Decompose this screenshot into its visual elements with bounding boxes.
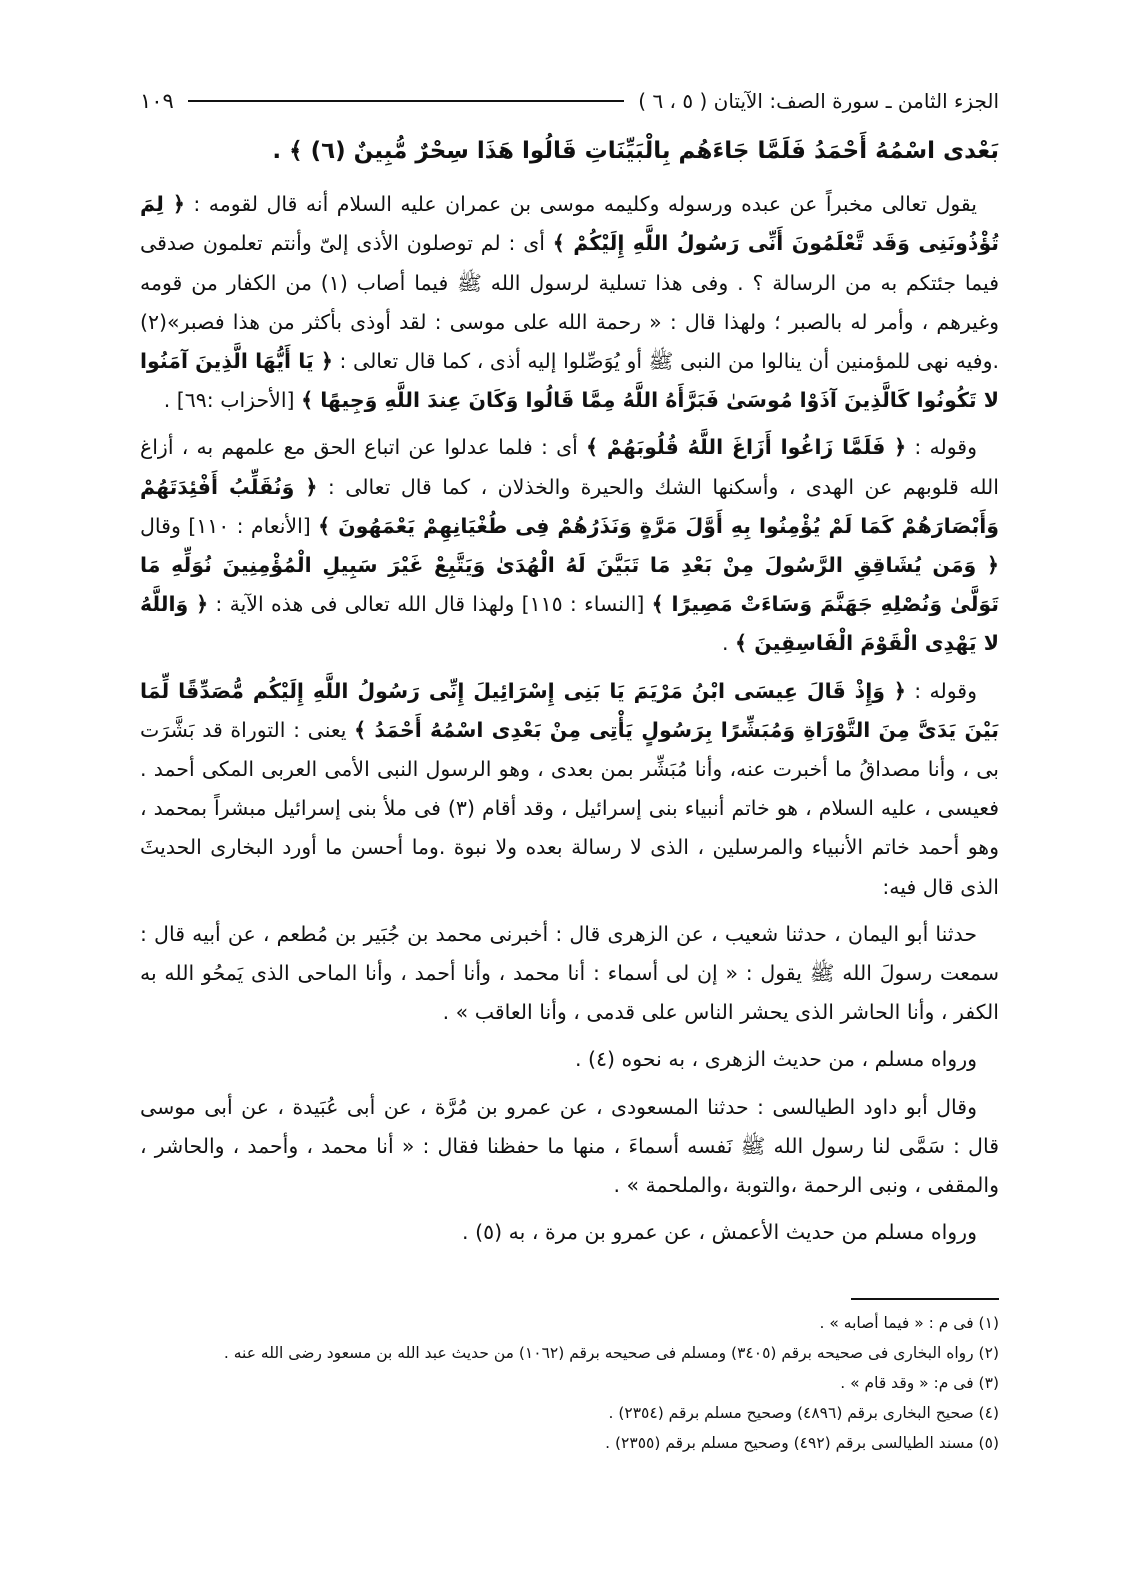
paragraph-text: وقال أبو داود الطيالسى : حدثنا المسعودى ، عن عمرو بن مُرَّة ، عن أبى عُبَيدة ، عن أبى موسى قال : سَمَّى لنا رسول الله ﷺ نَفسه أسماءَ ، منها ما حفظنا فقال : « أنا محمد ، وأحمد ، والحاشر ، والمقفى ، ونبى الرحمة ،والتوبة ،والملحمة » .	[140, 1094, 999, 1198]
running-title: الجزء الثامن ـ سورة الصف: الآيتان ( ٥ ، ٦ )	[638, 89, 999, 113]
quran-quote: ﴿ وَإِذْ قَالَ عِيسَى ابْنُ مَرْيَمَ يَا بَنِى إِسْرَائِيلَ إِنِّى رَسُولُ اللَّهِ إِلَيْكُم مُّصَدِّقًا لِّمَا بَيْنَ يَدَىَّ مِنَ التَّوْرَاةِ وَمُبَشِّرًا بِرَسُولٍ يَأْتِى مِنْ بَعْدِى اسْمُهُ أَحْمَدُ ﴾	[140, 678, 1000, 742]
footnote: (٤) صحيح البخارى برقم (٤٨٩٦) وصحيح مسلم برقم (٢٣٥٤) .	[608, 1404, 999, 1422]
quran-quote: ﴿ وَاللَّهُ لا يَهْدِى الْقَوْمَ الْفَاسِقِينَ ﴾	[140, 592, 999, 656]
body-text	[140, 132, 999, 1260]
footnote-rule	[851, 1298, 999, 1300]
page-number: ١٠٩	[140, 89, 174, 113]
footnote: (١) فى م : « فيما أصابه » .	[819, 1314, 999, 1332]
paragraph	[140, 915, 999, 1033]
paragraph	[140, 185, 999, 420]
paragraph-text: وقوله :	[905, 678, 977, 703]
quran-quote: ﴿ لِمَ تُؤْذُونَنِى وَقَد تَّعْلَمُونَ أَنِّى رَسُولُ اللَّهِ إِلَيْكُمْ ﴾	[140, 192, 999, 256]
footnote: (٣) فى م: « وقد قام » .	[840, 1374, 999, 1392]
paragraph-text: [الأحزاب :٦٩] .	[163, 388, 302, 413]
page-header	[140, 84, 999, 118]
paragraph-text: يعنى : التوراة قد بَشَّرَت بى ، وأنا مصداقُ ما أخبرت عنه، وأنا مُبَشِّر بمن بعدى ، وهو الرسول النبى الأمى العربى المكى أحمد . فعيسى ، عليه السلام ، هو خاتم أنبياء بنى إسرائيل ، وقد أقام (٣) فى ملأ بنى إسرائيل مبشراً بمحمد ، وهو أحمد خاتم الأنبياء والمرسلين ، الذى لا رسالة بعده ولا نبوة .وما أحسن ما أورد البخارى الحديثَ الذى قال فيه:	[140, 717, 999, 899]
paragraph-text: حدثنا أبو اليمان ، حدثنا شعيب ، عن الزهرى قال : أخبرنى محمد بن جُبَير بن مُطعم ، عن أبيه قال : سمعت رسولَ الله ﷺ يقول : « إن لى أسماء : أنا محمد ، وأنا أحمد ، وأنا الماحى الذى يَمحُو الله به الكفر ، وأنا الحاشر الذى يحشر الناس على قدمى ، وأنا العاقب » .	[140, 921, 999, 1025]
quran-quote: ﴿ فَلَمَّا زَاغُوا أَزَاغَ اللَّهُ قُلُوبَهُمْ ﴾	[586, 435, 907, 460]
footnotes	[140, 1308, 999, 1458]
header-rule	[188, 100, 624, 102]
verse-continuation	[140, 132, 999, 171]
footnote: (٢) رواه البخارى فى صحيحه برقم (٣٤٠٥) ومسلم فى صحيحه برقم (١٠٦٢) من حديث عبد الله بن مسعود رضى الله عنه .	[223, 1344, 999, 1362]
paragraph	[140, 1040, 999, 1079]
paragraph-text: وقوله :	[906, 435, 978, 460]
footnote: (٥) مسند الطيالسى برقم (٤٩٢) وصحيح مسلم برقم (٢٣٥٥) .	[605, 1434, 999, 1452]
paragraph-text: [النساء : ١١٥] ولهذا قال الله تعالى فى هذه الآية :	[208, 592, 652, 617]
paragraph	[140, 1213, 999, 1252]
quran-quote: ﴿ يَا أَيُّهَا الَّذِينَ آمَنُوا لا تَكُونُوا كَالَّذِينَ آذَوْا مُوسَىٰ فَبَرَّأَهُ اللَّهُ مِمَّا قَالُوا وَكَانَ عِندَ اللَّهِ وَجِيهًا ﴾	[140, 349, 999, 413]
paragraph-text: ورواه مسلم ، من حديث الزهرى ، به نحوه (٤) .	[575, 1047, 977, 1072]
quran-quote: ﴿ وَنُقَلِّبُ أَفْئِدَتَهُمْ وَأَبْصَارَهُمْ كَمَا لَمْ يُؤْمِنُوا بِهِ أَوَّلَ مَرَّةٍ وَنَذَرُهُمْ فِى طُغْيَانِهِمْ يَعْمَهُونَ ﴾	[140, 474, 1000, 538]
paragraph-text: أى : لم توصلون الأذى إلىّ وأنتم تعلمون صدقى فيما جئتكم به من الرسالة ؟ . وفى هذا تسلية لرسول الله ﷺ فيما أصاب (١) من الكفار من قومه وغيرهم ، وأمر له بالصبر ؛ ولهذا قال : « رحمة الله على موسى : لقد أوذى بأكثر من هذا فصبر»(٢) .وفيه نهى للمؤمنين أن ينالوا من النبى ﷺ أو يُوَصِّلوا إليه أذى ، كما قال تعالى :	[140, 231, 999, 374]
paragraph-text: يقول تعالى مخبراً عن عبده ورسوله وكليمه موسى بن عمران عليه السلام أنه قال لقومه :	[184, 192, 978, 217]
paragraph	[140, 672, 999, 907]
quran-quote: ﴿ وَمَن يُشَاقِقِ الرَّسُولَ مِنْ بَعْدِ مَا تَبَيَّنَ لَهُ الْهُدَىٰ وَيَتَّبِعْ غَيْرَ سَبِيلِ الْمُؤْمِنِينَ نُوَلِّهِ مَا تَوَلَّىٰ وَنُصْلِهِ جَهَنَّمَ وَسَاءَتْ مَصِيرًا ﴾	[140, 553, 999, 617]
quran-quote: بَعْدى اسْمُهُ أَحْمَدُ فَلَمَّا جَاءَهُم بِالْبَيِّنَاتِ قَالُوا هَذَا سِحْرٌ مُّبِينٌ (٦) ﴾ .	[272, 138, 999, 164]
paragraph-text: .	[722, 631, 736, 656]
paragraph-text: ورواه مسلم من حديث الأعمش ، عن عمرو بن مرة ، به (٥) .	[462, 1220, 977, 1245]
paragraph	[140, 428, 999, 663]
paragraph	[140, 1088, 999, 1206]
paragraph-text: [الأنعام : ١١٠] وقال	[140, 513, 319, 538]
paragraph-text: أى : فلما عدلوا عن اتباع الحق مع علمهم به ، أزاغ الله قلوبهم عن الهدى ، وأسكنها الشك والحيرة والخذلان ، كما قال تعالى :	[140, 435, 999, 499]
